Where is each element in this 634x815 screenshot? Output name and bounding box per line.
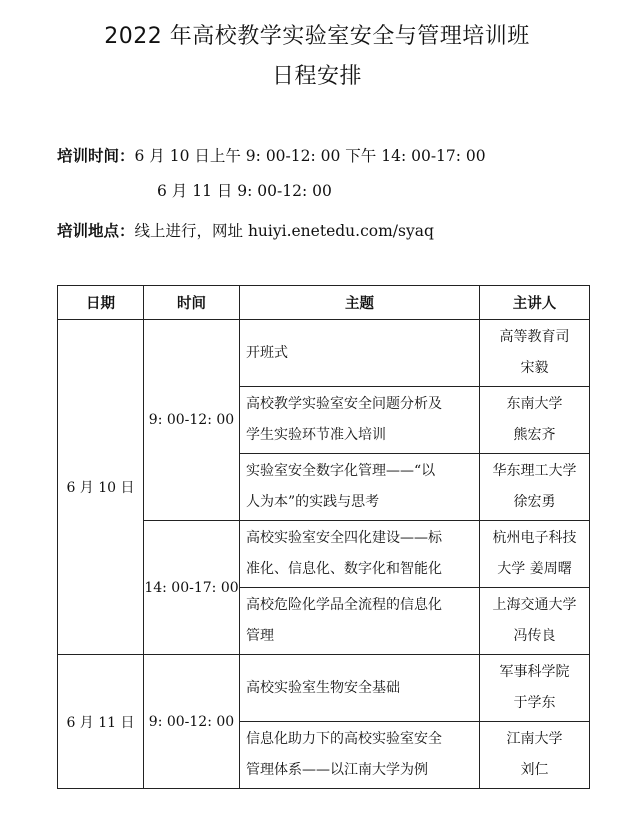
topic-cell <box>240 521 480 588</box>
training-time-row <box>57 144 486 168</box>
time-cell: 9: 00-12: 00 <box>144 320 240 521</box>
speaker-cell <box>480 521 590 588</box>
date-cell: 6 月 11 日 <box>58 655 144 789</box>
speaker-name: 熊宏齐 <box>513 427 556 443</box>
topic-cell <box>240 454 480 521</box>
training-place-value: 线上进行，网址 huiyi.enetedu.com/syaq <box>134 222 434 240</box>
header-topic: 主题 <box>240 286 480 320</box>
header-speaker: 主讲人 <box>480 286 590 320</box>
header-date: 日期 <box>58 286 144 320</box>
time-cell: 9: 00-12: 00 <box>144 655 240 789</box>
training-time-row-2 <box>157 179 332 203</box>
speaker-cell <box>480 588 590 655</box>
speaker-org: 江南大学 <box>506 731 563 747</box>
speaker-org: 军事科学院 <box>499 664 570 680</box>
time-cell: 14: 00-17: 00 <box>144 521 240 655</box>
speaker-cell <box>480 655 590 722</box>
document-title: 2022 年高校教学实验室安全与管理培训班 <box>104 24 530 49</box>
speaker-name: 冯传良 <box>513 628 556 644</box>
topic-line: 高校教学实验室安全问题分析及 <box>246 396 442 412</box>
topic-cell <box>240 387 480 454</box>
header-time: 时间 <box>144 286 240 320</box>
topic-line: 管理体系——以江南大学为例 <box>246 762 428 778</box>
speaker-cell <box>480 454 590 521</box>
speaker-name: 刘仁 <box>520 762 549 778</box>
speaker-org: 东南大学 <box>506 396 563 412</box>
topic-line: 人为本”的实践与思考 <box>246 494 380 510</box>
table-header-row <box>58 286 590 320</box>
speaker-name: 宋毅 <box>520 360 549 376</box>
date-cell: 6 月 10 日 <box>58 320 144 655</box>
table-row <box>58 320 590 387</box>
training-time-value-1: 6 月 10 日上午 9: 00-12: 00 下午 14: 00-17: 00 <box>134 147 486 165</box>
document-subtitle: 日程安排 <box>271 64 362 89</box>
speaker-cell <box>480 320 590 387</box>
training-place-row <box>57 219 434 243</box>
schedule-table <box>57 285 590 789</box>
topic-line: 信息化助力下的高校实验室安全 <box>246 731 442 747</box>
training-place-label: 培训地点： <box>57 222 135 240</box>
table-row <box>58 655 590 722</box>
topic-text: 高校实验室生物安全基础 <box>246 679 400 696</box>
speaker-name: 大学 姜周曙 <box>497 561 572 577</box>
topic-line: 高校实验室安全四化建设——标 <box>246 530 442 546</box>
speaker-org: 华东理工大学 <box>492 463 577 479</box>
speaker-cell <box>480 387 590 454</box>
topic-line: 学生实验环节准入培训 <box>246 427 386 443</box>
speaker-name: 徐宏勇 <box>513 494 556 510</box>
topic-cell <box>240 320 480 387</box>
topic-line: 准化、信息化、数字化和智能化 <box>246 561 442 577</box>
topic-line: 高校危险化学品全流程的信息化 <box>246 597 442 613</box>
speaker-name: 于学东 <box>513 695 556 711</box>
training-time-value-2: 6 月 11 日 9: 00-12: 00 <box>157 182 332 200</box>
speaker-cell <box>480 722 590 789</box>
topic-line: 管理 <box>246 628 274 644</box>
topic-cell <box>240 655 480 722</box>
training-time-label: 培训时间： <box>57 147 135 165</box>
speaker-org: 杭州电子科技 <box>492 530 577 546</box>
topic-text: 开班式 <box>246 344 288 361</box>
speaker-org: 高等教育司 <box>499 329 570 345</box>
topic-cell <box>240 588 480 655</box>
topic-line: 实验室安全数字化管理——“以 <box>246 463 436 479</box>
speaker-org: 上海交通大学 <box>492 597 577 613</box>
topic-cell <box>240 722 480 789</box>
